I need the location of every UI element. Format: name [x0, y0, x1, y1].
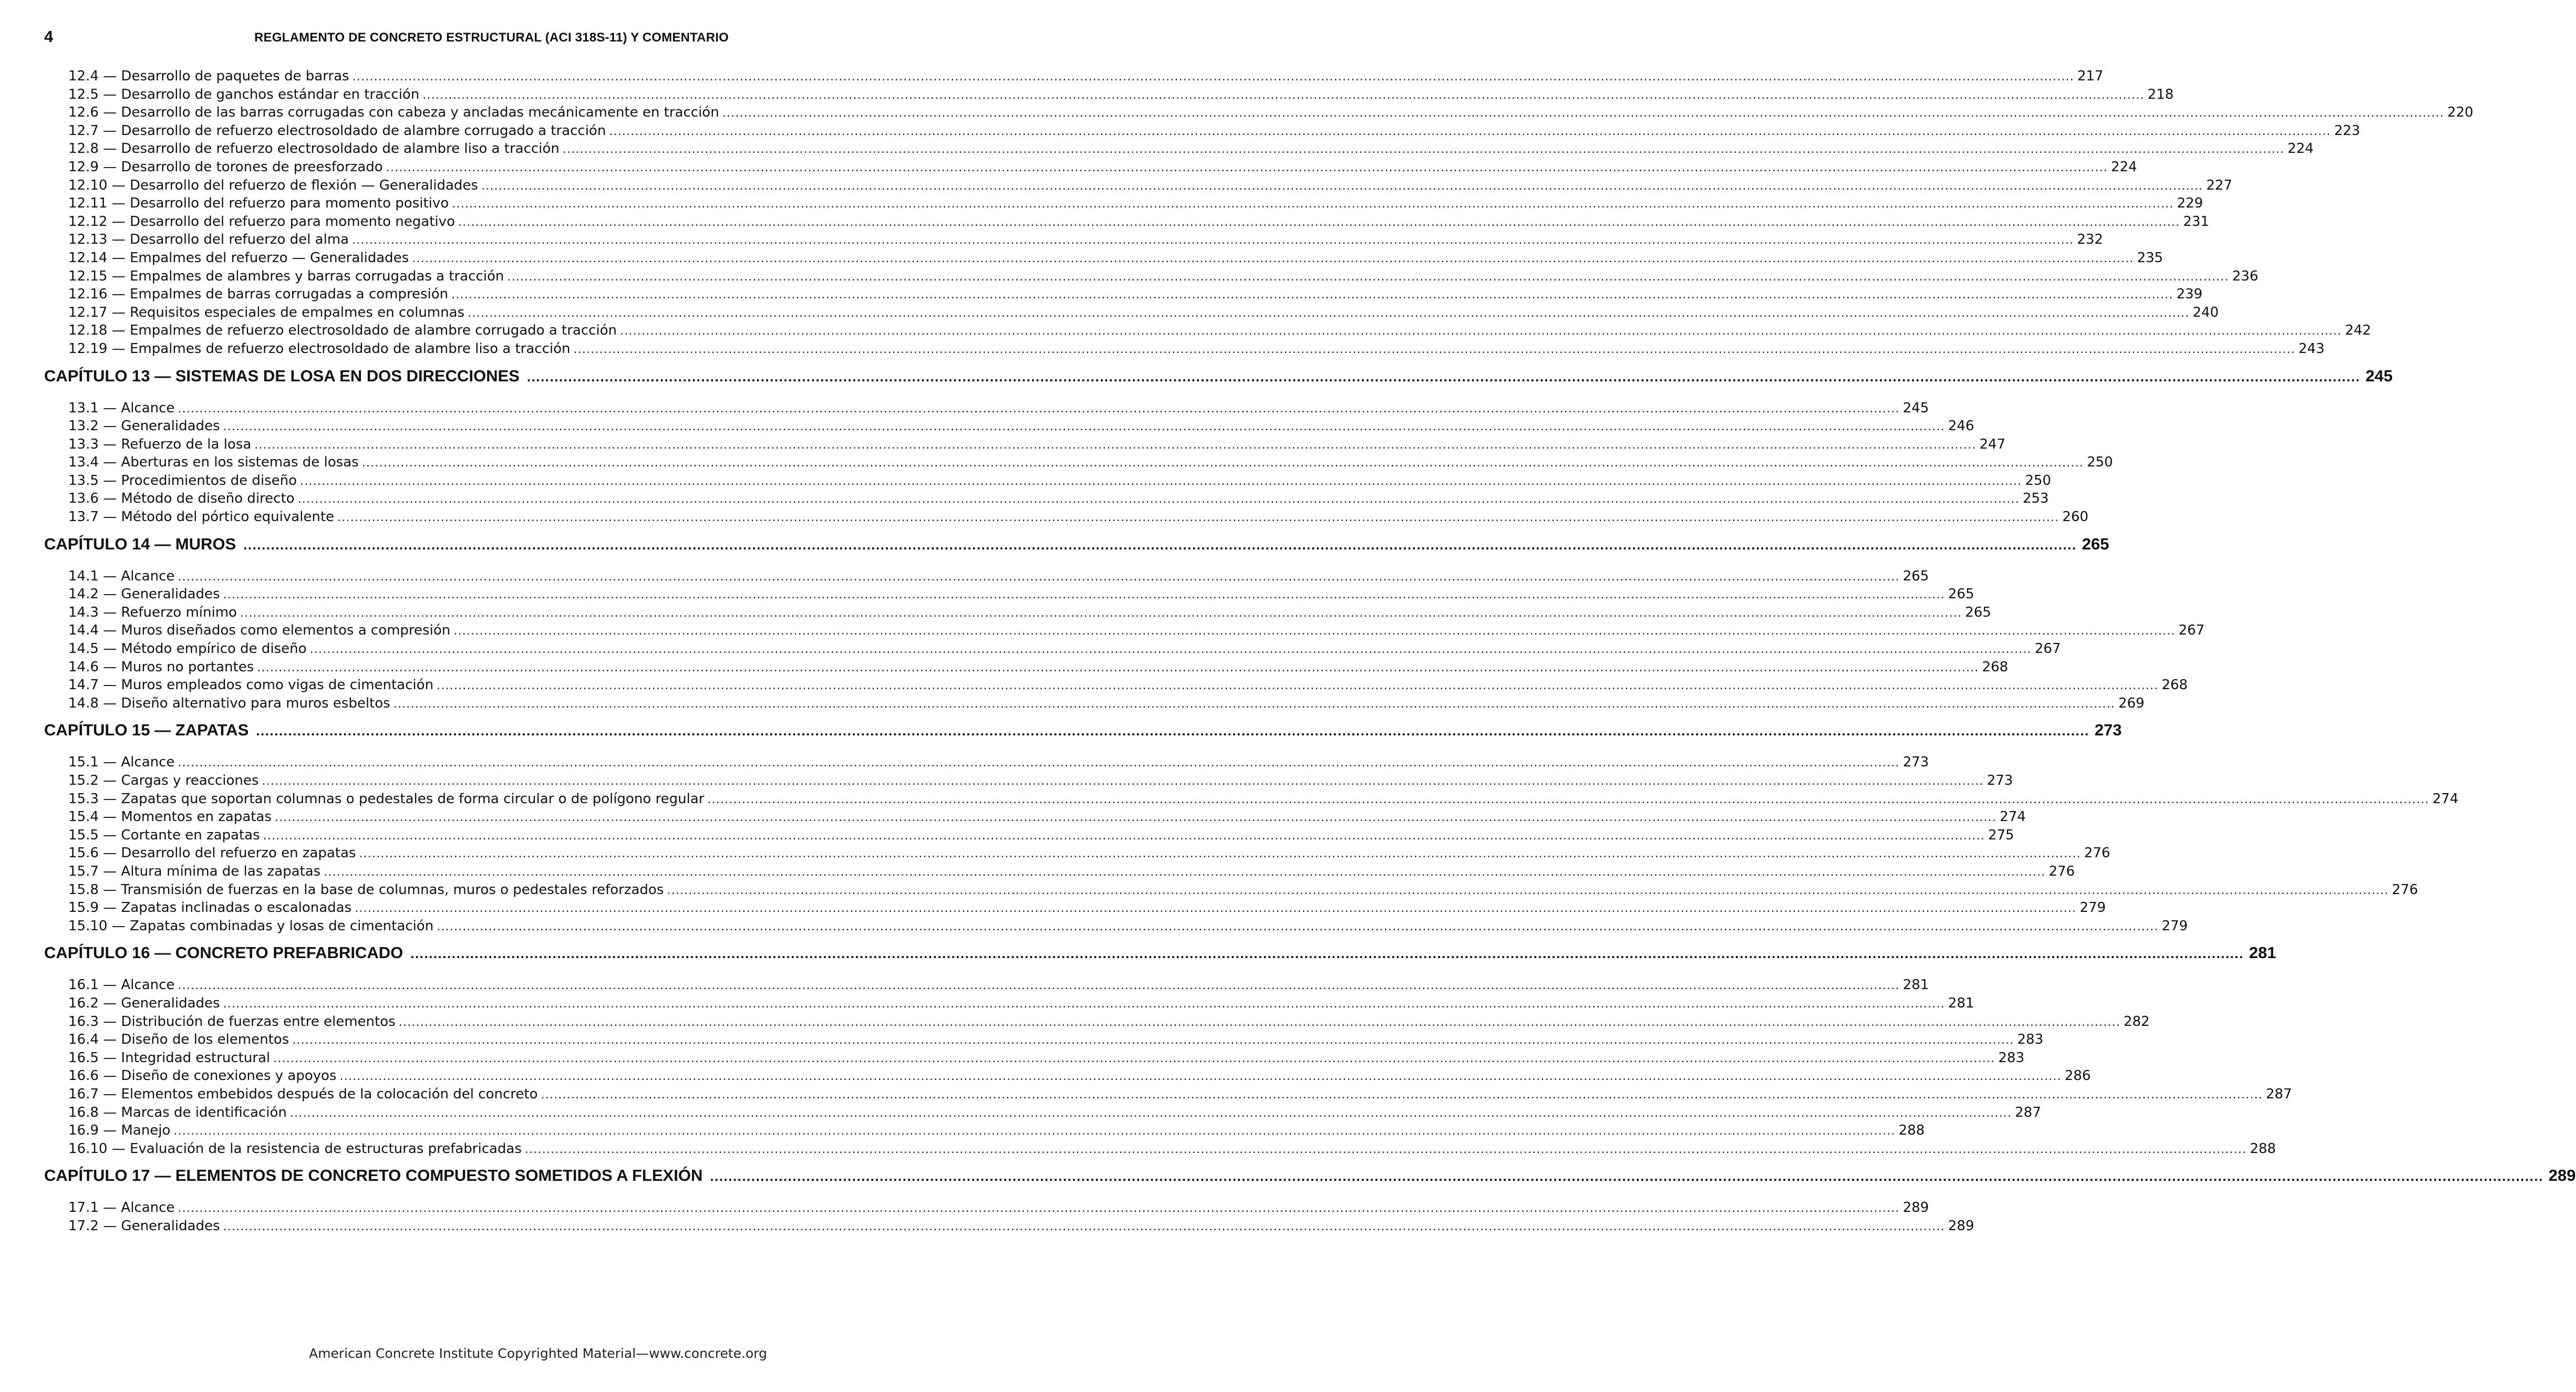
dot-leader: ................................................................................................................................................................................................................................................................................................................................................................................................................: [386, 161, 2108, 174]
dot-leader: ................................................................................................................................................................................................................................................................................................................................................................................................................: [223, 997, 1945, 1011]
entry-title: 12.17 — Requisitos especiales de empalmes en columnas: [68, 304, 465, 320]
toc-entry: [44, 86, 2174, 105]
dot-leader: ................................................................................................................................................................................................................................................................................................................................................................................................................: [223, 588, 1945, 602]
dot-leader: ................................................................................................................................................................................................................................................................................................................................................................................................................: [451, 288, 2174, 302]
entry-title: 15.4 — Momentos en zapatas: [68, 809, 272, 825]
entry-title: 13.6 — Método de diseño directo: [68, 491, 295, 507]
toc-entry: [44, 791, 2459, 809]
page-ref: 276: [2049, 863, 2075, 879]
dot-leader: ................................................................................................................................................................................................................................................................................................................................................................................................................: [481, 179, 2203, 193]
toc-entry: [44, 1200, 1929, 1218]
entry-title: 13.5 — Procedimientos de diseño: [68, 472, 297, 489]
entry-title: 12.9 — Desarrollo de torones de preesforzado: [68, 159, 383, 175]
running-title: REGLAMENTO DE CONCRETO ESTRUCTURAL (ACI 318S-11) Y COMENTARIO: [254, 30, 729, 45]
toc-entry: [44, 995, 1974, 1014]
toc-entry: [44, 1218, 1974, 1237]
dot-leader: ................................................................................................................................................................................................................................................................................................................................................................................................................: [361, 456, 2084, 470]
page-ref: 217: [2077, 68, 2104, 84]
entry-title: 13.4 — Aberturas en los sistemas de losas: [68, 454, 359, 471]
toc-entry: [44, 105, 2474, 123]
page-ref: 273: [1987, 773, 2013, 788]
page-ref: 281: [1948, 995, 1974, 1011]
page-ref: 240: [2192, 304, 2219, 320]
toc-entry: [44, 977, 1929, 995]
toc-entry: [44, 863, 2075, 882]
entry-title: 14.2 — Generalidades: [68, 586, 220, 602]
entry-title: 14.6 — Muros no portantes: [68, 659, 254, 675]
entry-title: 15.10 — Zapatas combinadas y losas de cimentación: [68, 918, 434, 934]
dot-leader: ................................................................................................................................................................................................................................................................................................................................................................................................................: [541, 1088, 2263, 1102]
page-number: 4: [44, 27, 54, 46]
dot-leader: ................................................................................................................................................................................................................................................................................................................................................................................................................: [359, 847, 2081, 861]
page-ref: 268: [1982, 659, 2009, 675]
page-header: [44, 27, 979, 50]
dot-leader: ................................................................................................................................................................................................................................................................................................................................................................................................................: [223, 420, 1945, 434]
entry-title: 15.1 — Alcance: [68, 754, 175, 771]
page-ref: 275: [1988, 827, 2014, 843]
entry-title: 12.6 — Desarrollo de las barras corrugadas con cabeza y ancladas mecánicamente en tracción: [68, 105, 719, 121]
toc-entry: [44, 1104, 2041, 1123]
page-ref: 276: [2084, 845, 2111, 861]
page-ref: 281: [2249, 943, 2277, 962]
page-ref: 224: [2111, 159, 2137, 175]
entry-title: 13.3 — Refuerzo de la losa: [68, 436, 252, 452]
dot-leader: ................................................................................................................................................................................................................................................................................................................................................................................................................: [178, 1202, 1900, 1216]
dot-leader: ................................................................................................................................................................................................................................................................................................................................................................................................................: [292, 1034, 2014, 1047]
entry-title: 16.5 — Integridad estructural: [68, 1050, 271, 1066]
page-ref: 265: [1965, 604, 1991, 620]
entry-title: 14.5 — Método empírico de diseño: [68, 641, 307, 657]
entry-title: 15.2 — Cargas y reacciones: [68, 773, 259, 788]
page-ref: 279: [2080, 900, 2106, 916]
entry-title: 13.1 — Alcance: [68, 400, 175, 416]
toc-entry: [44, 845, 2111, 864]
toc-entry: [44, 400, 1929, 419]
dot-leader: ................................................................................................................................................................................................................................................................................................................................................................................................................: [309, 643, 2032, 657]
entry-title: 12.8 — Desarrollo de refuerzo electrosoldado de alambre liso a tracción: [68, 141, 560, 157]
toc-entry: [44, 268, 2259, 287]
entry-title: 16.4 — Diseño de los elementos: [68, 1032, 289, 1048]
page-ref: 243: [2298, 340, 2325, 357]
dot-leader: ................................................................................................................................................................................................................................................................................................................................................................................................................: [352, 70, 2074, 84]
toc-entry: [44, 1050, 2025, 1068]
entry-title: 12.12 — Desarrollo del refuerzo para momento negativo: [68, 213, 455, 230]
entry-title: 13.2 — Generalidades: [68, 418, 220, 434]
chapter-title: CAPÍTULO 16 — CONCRETO PREFABRICADO: [44, 943, 404, 962]
entry-title: 17.1 — Alcance: [68, 1200, 175, 1216]
page-ref: 245: [1902, 400, 1929, 416]
page-ref: 250: [2086, 454, 2113, 471]
entry-title: 12.5 — Desarrollo de ganchos estándar en tracción: [68, 86, 420, 102]
dot-leader: ................................................................................................................................................................................................................................................................................................................................................................................................................: [178, 756, 1900, 770]
entry-title: 13.7 — Método del pórtico equivalente: [68, 509, 335, 525]
page-ref: 276: [2392, 881, 2418, 898]
dot-leader: ................................................................................................................................................................................................................................................................................................................................................................................................................: [289, 1106, 2012, 1120]
toc-entry: [44, 286, 2203, 305]
dot-leader: ................................................................................................................................................................................................................................................................................................................................................................................................................: [412, 252, 2134, 265]
entry-title: 15.5 — Cortante en zapatas: [68, 827, 260, 843]
dot-leader: ................................................................................................................................................................................................................................................................................................................................................................................................................: [609, 124, 2331, 138]
page-ref: 283: [2017, 1032, 2044, 1048]
dot-leader: ................................................................................................................................................................................................................................................................................................................................................................................................................: [393, 697, 2115, 711]
page-ref: 273: [1902, 754, 1929, 771]
toc-entry: [44, 827, 2014, 846]
dot-leader: ................................................................................................................................................................................................................................................................................................................................................................................................................: [722, 107, 2444, 120]
page-ref: 247: [1979, 436, 2006, 452]
toc-entry: [44, 195, 2203, 214]
toc-entry: [44, 754, 1929, 773]
page-ref: 289: [1902, 1200, 1929, 1216]
dot-leader: ................................................................................................................................................................................................................................................................................................................................................................................................................: [355, 902, 2077, 916]
dot-leader: ................................................................................................................................................................................................................................................................................................................................................................................................................: [337, 511, 2060, 525]
page-ref: 281: [1902, 977, 1929, 993]
toc-entry: [44, 213, 2209, 232]
entry-title: 17.2 — Generalidades: [68, 1218, 220, 1234]
toc-entry: [44, 141, 2314, 159]
toc-entry: [44, 472, 2051, 491]
entry-title: 15.8 — Transmisión de fuerzas en la base de columnas, muros o pedestales reforzados: [68, 881, 664, 898]
toc-entry: [44, 622, 2205, 641]
entry-title: 16.6 — Diseño de conexiones y apoyos: [68, 1068, 337, 1084]
toc-entry: [44, 491, 2049, 509]
entry-title: 15.6 — Desarrollo del refuerzo en zapatas: [68, 845, 356, 861]
chapter-title: CAPÍTULO 17 — ELEMENTOS DE CONCRETO COMPUESTO SOMETIDOS A FLEXIÓN: [44, 1166, 703, 1185]
dot-leader: ................................................................................................................................................................................................................................................................................................................................................................................................................: [223, 1220, 1945, 1233]
page-ref: 288: [2250, 1140, 2276, 1157]
dot-leader: ................................................................................................................................................................................................................................................................................................................................................................................................................: [452, 198, 2174, 211]
dot-leader: ................................................................................................................................................................................................................................................................................................................................................................................................................: [562, 143, 2285, 157]
entry-title: 14.4 — Muros diseñados como elementos a compresión: [68, 622, 451, 639]
dot-leader: ................................................................................................................................................................................................................................................................................................................................................................................................................: [262, 775, 1984, 788]
page-ref: 289: [1948, 1218, 1974, 1234]
toc-entry: [44, 509, 2088, 527]
page-ref: 283: [1998, 1050, 2025, 1066]
page-ref: 288: [1898, 1123, 1925, 1139]
toc-entry: [44, 122, 2361, 141]
toc-entry: [44, 159, 2137, 178]
chapter-title: CAPÍTULO 13 — SISTEMAS DE LOSA EN DOS DIRECCIONES: [44, 366, 520, 385]
page-ref: 265: [2082, 534, 2109, 553]
chapter-heading: [44, 721, 2122, 747]
entry-title: 12.14 — Empalmes del refuerzo — Generalidades: [68, 250, 409, 266]
chapter-heading: [44, 943, 2277, 970]
dot-leader: ................................................................................................................................................................................................................................................................................................................................................................................................................: [620, 325, 2342, 338]
dot-leader: ................................................................................................................................................................................................................................................................................................................................................................................................................: [173, 1125, 1896, 1138]
dot-leader: ................................................................................................................................................................................................................................................................................................................................................................................................................: [458, 215, 2180, 229]
entry-title: 12.7 — Desarrollo de refuerzo electrosoldado de alambre corrugado a tracción: [68, 122, 606, 139]
dot-leader: ................................................................................................................................................................................................................................................................................................................................................................................................................: [468, 306, 2190, 320]
dot-leader: ................................................................................................................................................................................................................................................................................................................................................................................................................: [524, 1142, 2247, 1156]
dot-leader: ................................................................................................................................................................................................................................................................................................................................................................................................................: [707, 793, 2429, 806]
entry-title: 12.15 — Empalmes de alambres y barras corrugadas a tracción: [68, 268, 504, 284]
page-ref: 267: [2034, 641, 2061, 657]
page-ref: 239: [2176, 286, 2203, 303]
entry-title: 15.7 — Altura mínima de las zapatas: [68, 863, 321, 879]
entry-title: 16.3 — Distribución de fuerzas entre elementos: [68, 1013, 396, 1030]
entry-title: 12.16 — Empalmes de barras corrugadas a compresión: [68, 286, 449, 303]
entry-title: 16.9 — Manejo: [68, 1123, 171, 1139]
page-ref: 273: [2094, 721, 2122, 740]
toc-entry: [44, 177, 2232, 196]
page-ref: 218: [2147, 86, 2174, 102]
page-ref: 235: [2137, 250, 2164, 266]
toc-entry: [44, 1032, 2044, 1050]
toc-entry: [44, 340, 2325, 359]
toc-entry: [44, 641, 2061, 659]
entry-title: 12.10 — Desarrollo del refuerzo de flexión — Generalidades: [68, 177, 478, 193]
page-ref: 268: [2161, 677, 2188, 693]
dot-leader: ................................................................................................................................................................................................................................................................................................................................................................................................................: [257, 661, 1979, 674]
dot-leader: ................................................................................................................................................................................................................................................................................................................................................................................................................: [300, 474, 2022, 488]
entry-title: 14.8 — Diseño alternativo para muros esbeltos: [68, 695, 390, 711]
page-ref: 274: [2000, 809, 2026, 825]
dot-leader: ................................................................................................................................................................................................................................................................................................................................................................................................................: [178, 402, 1900, 415]
page-ref: 274: [2432, 791, 2459, 807]
toc-entry: [44, 1086, 2292, 1105]
entry-title: 16.10 — Evaluación de la resistencia de estructuras prefabricadas: [68, 1140, 522, 1157]
dot-leader: ................................................................................................................................................................................................................................................................................................................................................................................................................: [437, 920, 2159, 933]
dot-leader: ................................................................................................................................................................................................................................................................................................................................................................................................................: [273, 1052, 1995, 1065]
toc-entry: [44, 1068, 2091, 1086]
entry-title: 15.9 — Zapatas inclinadas o escalonadas: [68, 900, 352, 916]
toc-entry: [44, 436, 2006, 455]
toc-entry: [44, 454, 2113, 473]
page-ref: 227: [2206, 177, 2232, 193]
page-ref: 253: [2022, 491, 2049, 507]
dot-leader: ................................................................................................................................................................................................................................................................................................................................................................................................................: [398, 1015, 2120, 1029]
entry-title: 14.3 — Refuerzo mínimo: [68, 604, 237, 620]
entry-title: 12.18 — Empalmes de refuerzo electrosoldado de alambre corrugado a tracción: [68, 323, 617, 339]
entry-title: 12.11 — Desarrollo del refuerzo para momento positivo: [68, 195, 449, 212]
dot-leader: ................................................................................................................................................................................................................................................................................................................................................................................................................: [254, 438, 1977, 452]
page-ref: 260: [2062, 509, 2088, 525]
toc-entry: [44, 418, 1974, 437]
dot-leader: ................................................................................................................................................................................................................................................................................................................................................................................................................: [297, 493, 2020, 506]
page-ref: 250: [2025, 472, 2051, 489]
toc-entry: [44, 1123, 1925, 1141]
entry-title: 16.7 — Elementos embebidos después de la colocación del concreto: [68, 1086, 538, 1102]
page-ref: 282: [2123, 1013, 2150, 1030]
dot-leader: ................................................................................................................................................................................................................................................................................................................................................................................................................: [667, 884, 2389, 897]
dot-leader: ................................................................................................................................................................................................................................................................................................................................................................................................................: [274, 811, 1997, 825]
chapter-heading: [44, 1166, 2576, 1192]
page-ref: 236: [2232, 268, 2259, 284]
chapter-heading: [44, 534, 2109, 561]
copyright-footer: American Concrete Institute Copyrighted Material—www.concrete.org: [308, 1346, 768, 1361]
toc-entry: [44, 900, 2106, 918]
toc-entry: [44, 604, 1991, 623]
toc-entry: [44, 232, 2103, 250]
page-ref: 245: [2365, 366, 2393, 385]
dot-leader: ................................................................................................................................................................................................................................................................................................................................................................................................................: [437, 679, 2159, 693]
page-ref: 246: [1948, 418, 1974, 434]
dot-leader: ................................................................................................................................................................................................................................................................................................................................................................................................................: [263, 829, 1985, 843]
page-ref: 267: [2178, 622, 2205, 639]
page-ref: 265: [1948, 586, 1974, 602]
page-ref: 289: [2548, 1166, 2576, 1185]
toc-entry: [44, 695, 2145, 714]
dot-leader: ................................................................................................................................................................................................................................................................................................................................................................................................................: [178, 570, 1900, 584]
table-of-contents: [44, 68, 2576, 1236]
entry-title: 15.3 — Zapatas que soportan columnas o pedestales de forma circular o de polígono regular: [68, 791, 705, 807]
dot-leader: ................................................................................................................................................................................................................................................................................................................................................................................................................: [710, 1168, 2543, 1185]
dot-leader: ................................................................................................................................................................................................................................................................................................................................................................................................................: [422, 88, 2145, 102]
toc-entry: [44, 918, 2188, 937]
page-ref: 223: [2334, 122, 2361, 139]
toc-entry: [44, 68, 2104, 87]
entry-title: 12.4 — Desarrollo de paquetes de barras: [68, 68, 349, 84]
page-ref: 287: [2015, 1104, 2041, 1120]
dot-leader: ................................................................................................................................................................................................................................................................................................................................................................................................................: [351, 234, 2074, 247]
dot-leader: ................................................................................................................................................................................................................................................................................................................................................................................................................: [339, 1070, 2062, 1084]
chapter-title: CAPÍTULO 15 — ZAPATAS: [44, 721, 249, 740]
page-ref: 242: [2345, 323, 2371, 339]
chapter-title: CAPÍTULO 14 — MUROS: [44, 534, 236, 553]
page-ref: 287: [2265, 1086, 2292, 1102]
toc-entry: [44, 1013, 2150, 1032]
toc-entry: [44, 568, 1929, 587]
entry-title: 16.1 — Alcance: [68, 977, 175, 993]
page-ref: 220: [2447, 105, 2474, 121]
entry-title: 12.13 — Desarrollo del refuerzo del alma: [68, 232, 349, 248]
toc-entry: [44, 659, 2009, 678]
toc-entry: [44, 881, 2418, 900]
page-ref: 224: [2288, 141, 2314, 157]
dot-leader: ................................................................................................................................................................................................................................................................................................................................................................................................................: [178, 979, 1900, 993]
dot-leader: ................................................................................................................................................................................................................................................................................................................................................................................................................: [324, 865, 2046, 879]
dot-leader: ................................................................................................................................................................................................................................................................................................................................................................................................................: [573, 342, 2295, 356]
dot-leader: ................................................................................................................................................................................................................................................................................................................................................................................................................: [526, 368, 2361, 385]
page-ref: 279: [2161, 918, 2188, 934]
entry-title: 14.1 — Alcance: [68, 568, 175, 584]
page-ref: 269: [2118, 695, 2145, 711]
dot-leader: ................................................................................................................................................................................................................................................................................................................................................................................................................: [507, 270, 2229, 284]
entry-title: 12.19 — Empalmes de refuerzo electrosoldado de alambre liso a tracción: [68, 340, 571, 357]
page-ref: 286: [2064, 1068, 2091, 1084]
dot-leader: ................................................................................................................................................................................................................................................................................................................................................................................................................: [410, 946, 2244, 962]
page-ref: 231: [2183, 213, 2209, 230]
dot-leader: ................................................................................................................................................................................................................................................................................................................................................................................................................: [256, 723, 2089, 739]
entry-title: 16.8 — Marcas de identificación: [68, 1104, 287, 1120]
page-ref: 265: [1902, 568, 1929, 584]
toc-entry: [44, 677, 2188, 695]
toc-entry: [44, 1140, 2276, 1159]
dot-leader: ................................................................................................................................................................................................................................................................................................................................................................................................................: [243, 536, 2077, 553]
page-ref: 229: [2177, 195, 2203, 212]
toc-entry: [44, 809, 2026, 827]
page-ref: 232: [2077, 232, 2103, 248]
toc-entry: [44, 773, 2013, 791]
dot-leader: ................................................................................................................................................................................................................................................................................................................................................................................................................: [240, 606, 1962, 620]
entry-title: 14.7 — Muros empleados como vigas de cimentación: [68, 677, 434, 693]
entry-title: 16.2 — Generalidades: [68, 995, 220, 1011]
dot-leader: ................................................................................................................................................................................................................................................................................................................................................................................................................: [453, 625, 2176, 638]
toc-entry: [44, 323, 2371, 341]
toc-entry: [44, 586, 1974, 605]
chapter-heading: [44, 366, 2393, 393]
toc-entry: [44, 304, 2219, 323]
toc-entry: [44, 250, 2164, 268]
